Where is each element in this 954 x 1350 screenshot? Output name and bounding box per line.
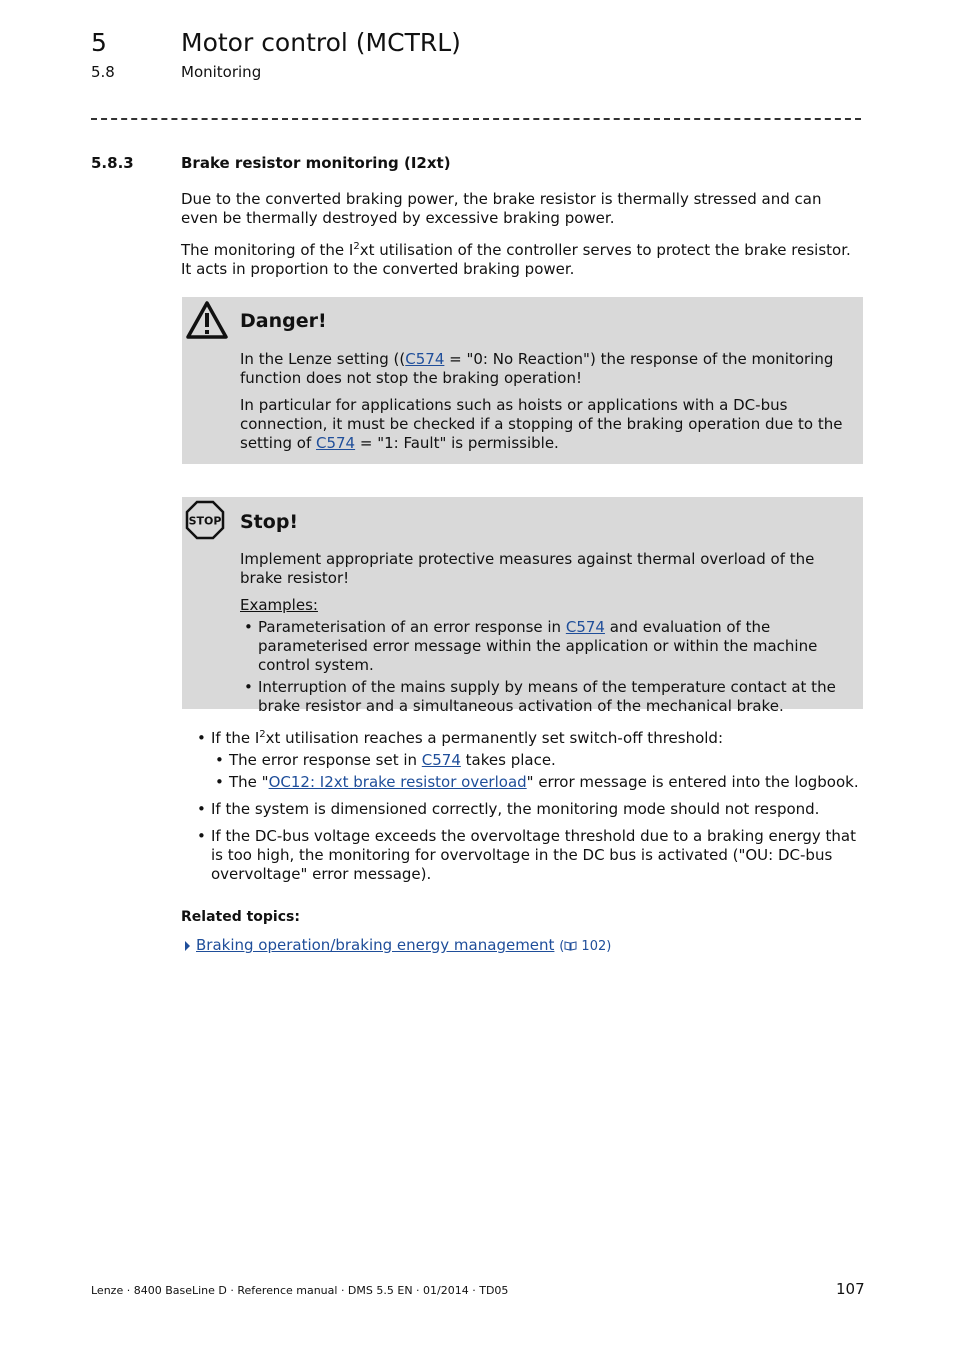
list-item: • Interruption of the mains supply by means of the temperature contact at the brake resistor and a simultaneous activation of the mechanical brake. xyxy=(240,678,845,716)
page-reference[interactable]: ( 102) xyxy=(559,939,612,954)
c574-link[interactable]: C574 xyxy=(316,434,356,452)
c574-link[interactable]: C574 xyxy=(405,350,445,368)
stop-title: Stop! xyxy=(240,511,299,533)
list-item: • Parameterisation of an error response in C574 and evaluation of the parameterised error message within the application or within the machine control system. xyxy=(240,618,845,675)
intro-paragraph-1: Due to the converted braking power, the brake resistor is thermally stressed and can even be thermally destroyed by excessive braking power. xyxy=(181,190,822,227)
chapter-number: 5 xyxy=(91,28,107,57)
list-item: • If the $I^2xt$ utilisation reaches a permanently set switch-off threshold: • The error response set in C574 takes place. • The "OC12: I2xt brake resistor overload" error message is entered into the logbook. xyxy=(193,729,863,792)
stop-paragraph: Implement appropriate protective measures against thermal overload of the brake resistor! xyxy=(240,550,815,587)
header-divider xyxy=(91,118,861,120)
c574-link[interactable]: C574 xyxy=(565,618,605,636)
examples-label: Examples: xyxy=(240,596,318,614)
examples-list xyxy=(240,618,845,716)
book-icon xyxy=(564,941,577,951)
intro-text xyxy=(181,190,863,279)
danger-box xyxy=(182,297,863,464)
page-number: 107 xyxy=(836,1280,865,1298)
related-topics-label: Related topics: xyxy=(181,909,300,925)
list-item: • The "OC12: I2xt brake resistor overload" error message is entered into the logbook. xyxy=(211,773,863,792)
stop-sign-icon xyxy=(185,500,225,544)
intro-paragraph-2: The monitoring of the $I^2xt$ utilisation of the controller serves to protect the brake resistor. It acts in proportion to the converted braking power. xyxy=(181,241,851,278)
related-topic-item xyxy=(185,936,611,954)
stop-box xyxy=(182,497,863,715)
subsection-number: 5.8.3 xyxy=(91,154,134,172)
footer-text: Lenze · 8400 BaseLine D · Reference manual · DMS 5.5 EN · 01/2014 · TD05 xyxy=(91,1284,509,1297)
section-title: Monitoring xyxy=(181,63,262,81)
danger-paragraph-1: In the Lenze setting ((C574 = "0: No Reaction") the response of the monitoring function does not stop the braking operation! xyxy=(240,350,834,387)
arrow-right-icon xyxy=(185,941,190,951)
danger-title: Danger! xyxy=(240,310,327,332)
section-number: 5.8 xyxy=(91,63,115,81)
danger-text xyxy=(240,350,845,461)
warning-triangle-icon xyxy=(185,300,229,344)
list-item: • If the system is dimensioned correctly, the monitoring mode should not respond. xyxy=(193,800,863,819)
subsection-title: Brake resistor monitoring (I2xt) xyxy=(181,154,451,172)
danger-paragraph-2: In particular for applications such as hoists or applications with a DC-bus connection, it must be checked if a stopping of the braking operation due to the setting of C574 = "1: Fault" is permissible. xyxy=(240,396,843,452)
bullet-list xyxy=(193,729,863,892)
svg-text:STOP: STOP xyxy=(188,514,222,528)
list-item: • If the DC-bus voltage exceeds the overvoltage threshold due to a braking energy that is too high, the monitoring for overvoltage in the DC bus is activated ("OU: DC-bus overvoltage" error message). xyxy=(193,827,863,884)
oc12-error-link[interactable]: OC12: I2xt brake resistor overload xyxy=(268,773,527,791)
stop-text xyxy=(240,550,845,719)
list-item: • The error response set in C574 takes place. xyxy=(211,751,863,770)
chapter-title: Motor control (MCTRL) xyxy=(181,28,461,57)
c574-link[interactable]: C574 xyxy=(421,751,461,769)
braking-operation-link[interactable]: Braking operation/braking energy management xyxy=(196,936,555,954)
